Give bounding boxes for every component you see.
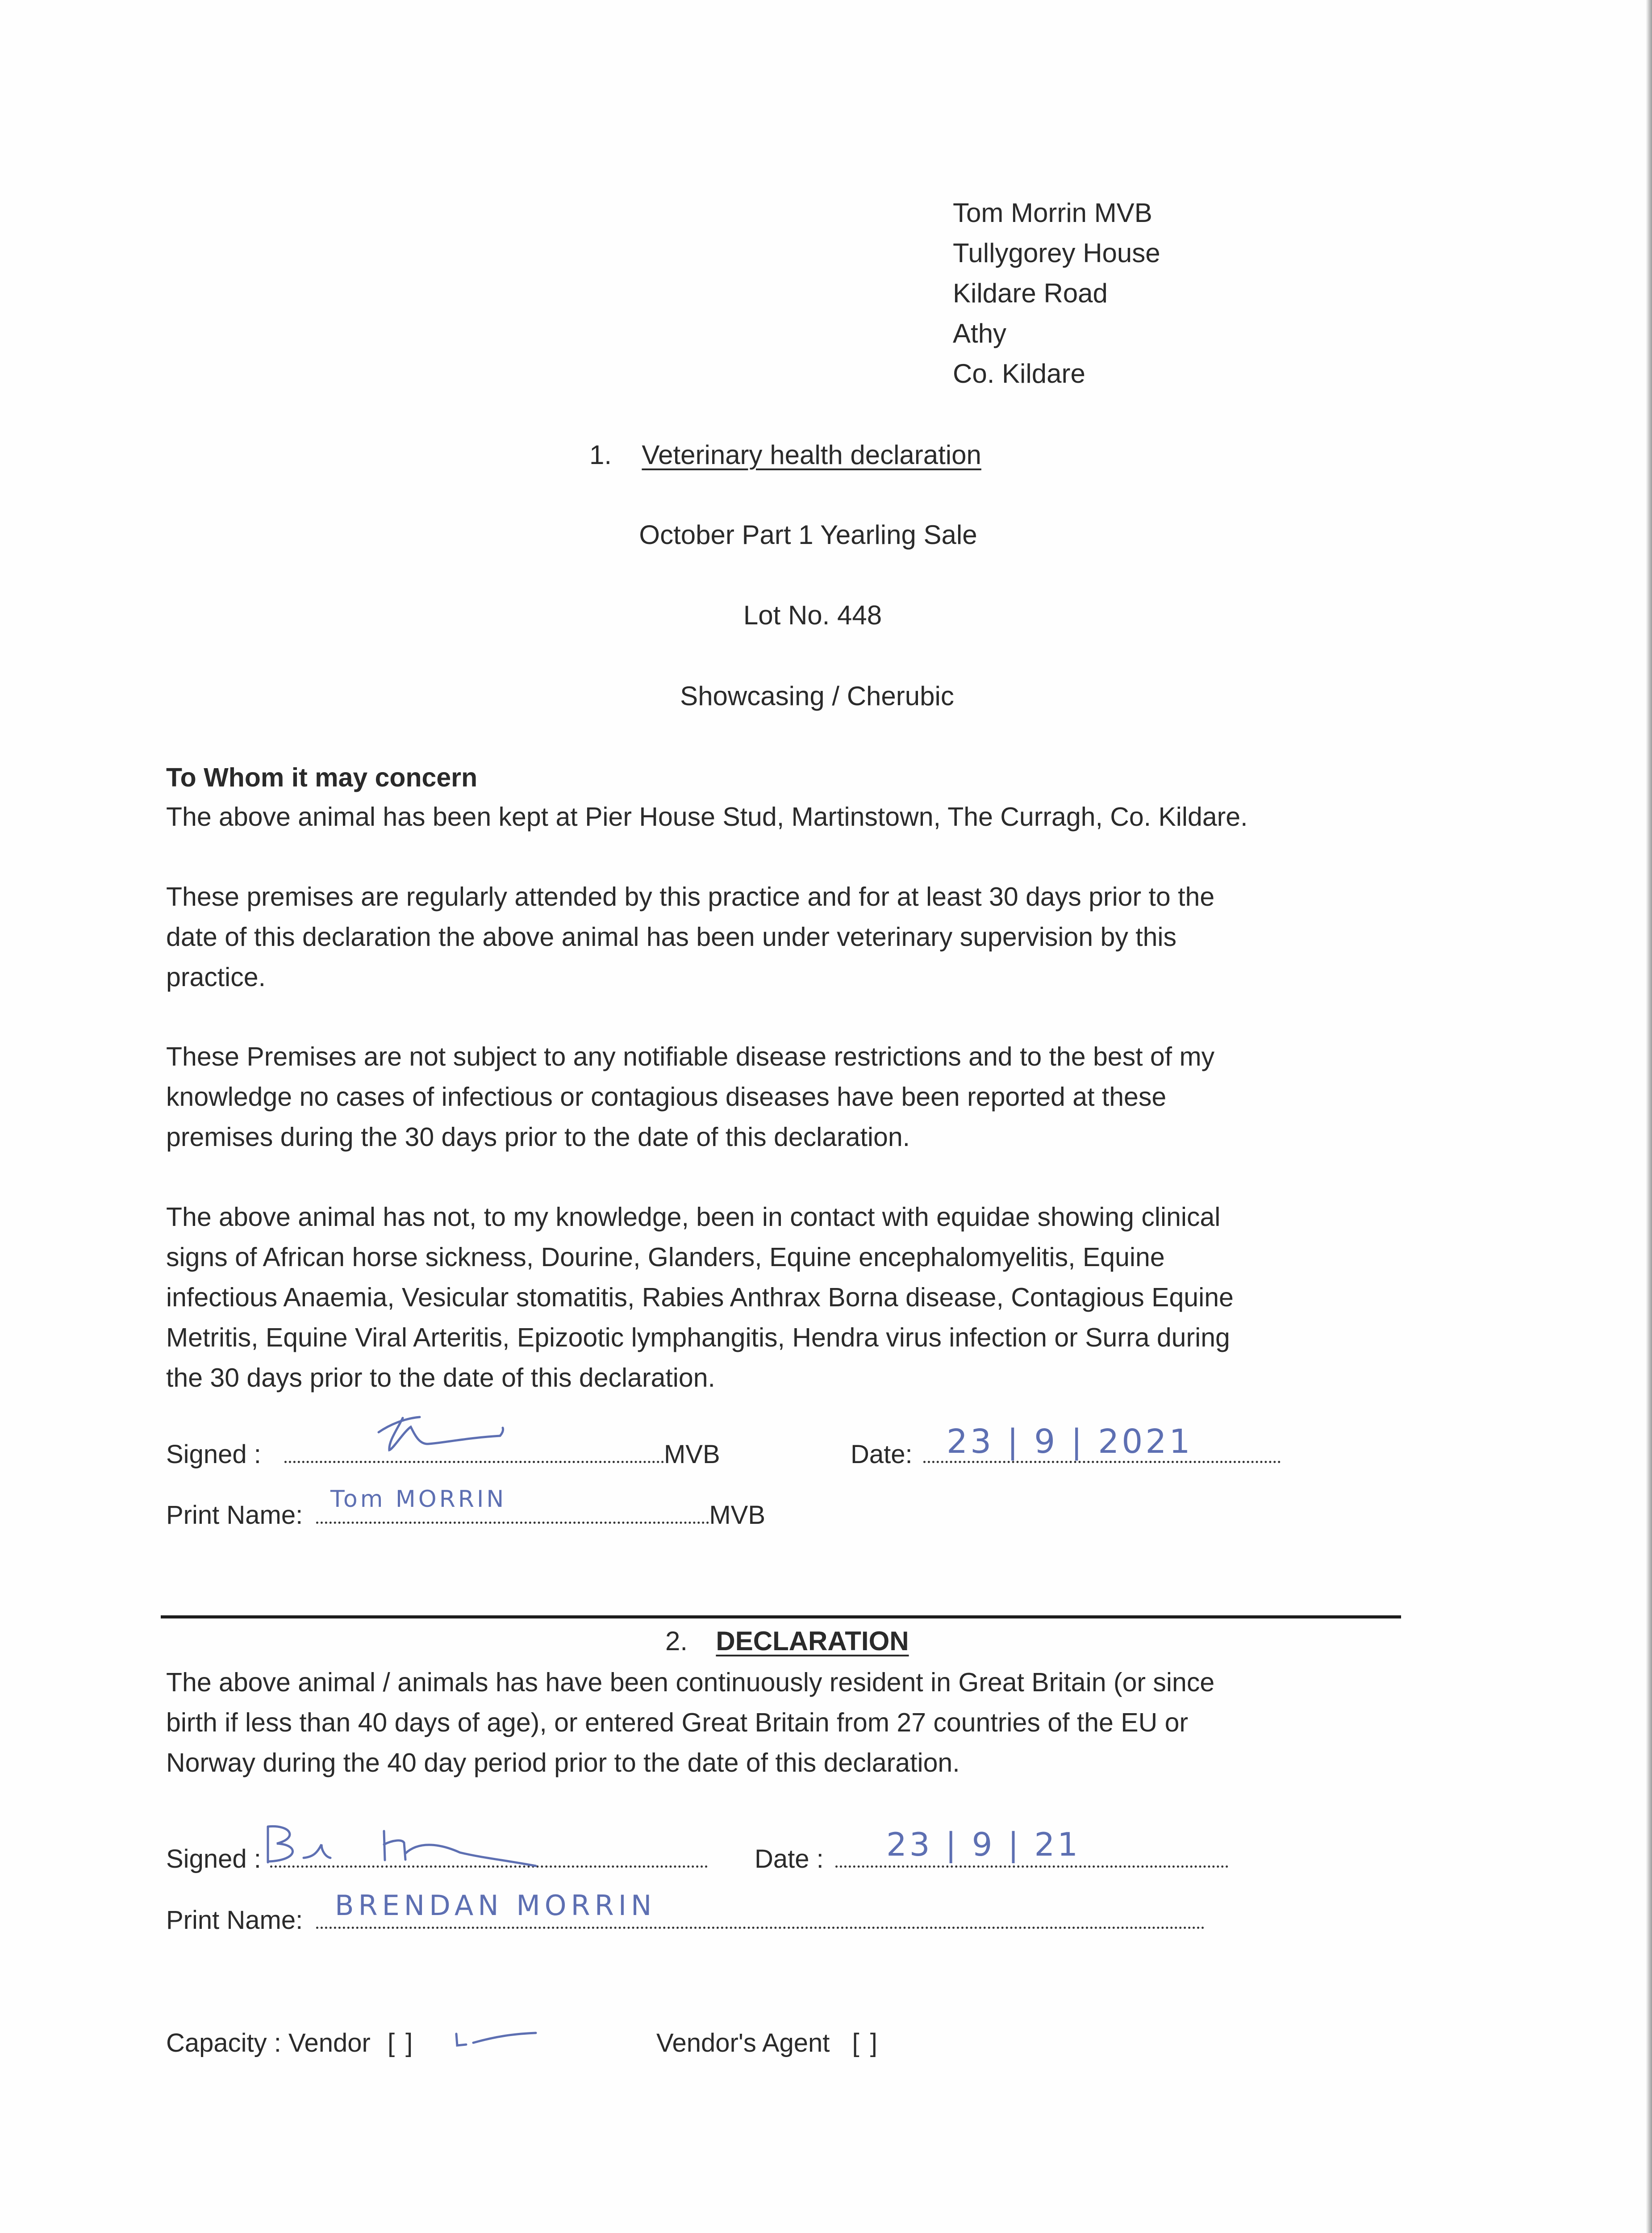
paragraph-diseases (166, 1197, 1234, 1398)
vet-signature-field[interactable] (284, 1461, 664, 1463)
vendor-signature-image (250, 1813, 643, 1876)
section2-heading (665, 1621, 909, 1661)
agent-row (656, 2023, 879, 2063)
vet-date-label: Date: (851, 1440, 913, 1469)
paragraph-line: the 30 days prior to the date of this declaration. (166, 1363, 715, 1392)
address-line-2: Kildare Road (953, 278, 1108, 308)
paragraph-restrictions (166, 1037, 1214, 1157)
paragraph-line: The above animal has not, to my knowledge, been in contact with equidae showing clinical (166, 1202, 1221, 1232)
section1-number: 1. (589, 440, 612, 470)
vet-name: Tom Morrin MVB (953, 198, 1152, 228)
paragraph-line: These premises are regularly attended by this practice and for at least 30 days prior to the (166, 882, 1215, 912)
capacity-label: Capacity : Vendor (166, 2028, 371, 2057)
vendor-print-label: Print Name: (166, 1906, 303, 1935)
vendor-checkbox[interactable]: [ ] (387, 2028, 415, 2057)
paragraph-line: date of this declaration the above animal has been under veterinary supervision by this (166, 922, 1177, 952)
page-edge-shadow (1646, 0, 1652, 2233)
vet-address-block (953, 193, 1160, 394)
vet-date-value: 23 | 9 | 2021 (947, 1422, 1193, 1461)
paragraph-supervision (166, 877, 1214, 997)
vendor-date-value: 23 | 9 | 21 (886, 1826, 1081, 1863)
section2-number: 2. (665, 1626, 688, 1656)
paragraph-line: signs of African horse sickness, Dourine, Glanders, Equine encephalomyelitis, Equine (166, 1242, 1165, 1272)
vet-print-field[interactable] (316, 1522, 709, 1524)
capacity-row (166, 2023, 414, 2063)
section-divider (161, 1615, 1401, 1618)
vet-signature-image (366, 1400, 545, 1458)
vendor-check-mark (446, 2028, 545, 2054)
address-line-3: Athy (953, 318, 1007, 348)
paragraph-line: practice. (166, 962, 266, 992)
vendor-date-label: Date : (755, 1844, 824, 1873)
vet-signed-suffix: MVB (663, 1440, 720, 1469)
paragraph-line: These Premises are not subject to any notifiable disease restrictions and to the best of my (166, 1042, 1215, 1071)
paragraph-line: knowledge no cases of infectious or contagious diseases have been reported at these (166, 1082, 1167, 1112)
vendor-date-field[interactable] (835, 1865, 1228, 1868)
section2-title: DECLARATION (716, 1626, 909, 1656)
vet-date-field[interactable] (923, 1461, 1281, 1463)
vet-print-suffix: MVB (709, 1501, 766, 1530)
section1-title: Veterinary health declaration (642, 440, 981, 470)
paragraph-line: The above animal / animals has have been continuously resident in Great Britain (or since (166, 1668, 1215, 1697)
agent-checkbox[interactable]: [ ] (852, 2028, 879, 2057)
vet-print-value: Tom MORRIN (330, 1486, 507, 1513)
vet-print-label: Print Name: (166, 1501, 303, 1530)
address-line-1: Tullygorey House (953, 238, 1160, 268)
vendor-signed-label: Signed : (166, 1844, 261, 1873)
vet-signed-label: Signed : (166, 1440, 261, 1469)
address-line-4: Co. Kildare (953, 359, 1085, 389)
vendor-print-value: BRENDAN MORRIN (335, 1889, 656, 1922)
vendor-print-row (166, 1900, 1205, 1940)
paragraph-line: The above animal has been kept at Pier House Stud, Martinstown, The Curragh, Co. Kildare. (166, 802, 1248, 832)
sale-name: October Part 1 Yearling Sale (639, 520, 977, 550)
pedigree: Showcasing / Cherubic (680, 681, 954, 711)
paragraph-line: Norway during the 40 day period prior to the date of this declaration. (166, 1748, 960, 1777)
agent-label: Vendor's Agent (656, 2028, 830, 2057)
paragraph-line: premises during the 30 days prior to the date of this declaration. (166, 1122, 910, 1152)
paragraph-residency (166, 1662, 1214, 1783)
paragraph-kept-at (166, 797, 1248, 837)
paragraph-line: infectious Anaemia, Vesicular stomatitis, Rabies Anthrax Borna disease, Contagious Equine (166, 1283, 1234, 1312)
salutation: To Whom it may concern (166, 763, 478, 792)
vendor-print-field[interactable] (316, 1927, 1205, 1929)
paragraph-line: Metritis, Equine Viral Arteritis, Epizootic lymphangitis, Hendra virus infection or Surra during (166, 1323, 1230, 1352)
section1-heading (589, 435, 981, 475)
paragraph-line: birth if less than 40 days of age), or entered Great Britain from 27 countries of the EU or (166, 1708, 1189, 1737)
lot-number: Lot No. 448 (743, 600, 882, 630)
